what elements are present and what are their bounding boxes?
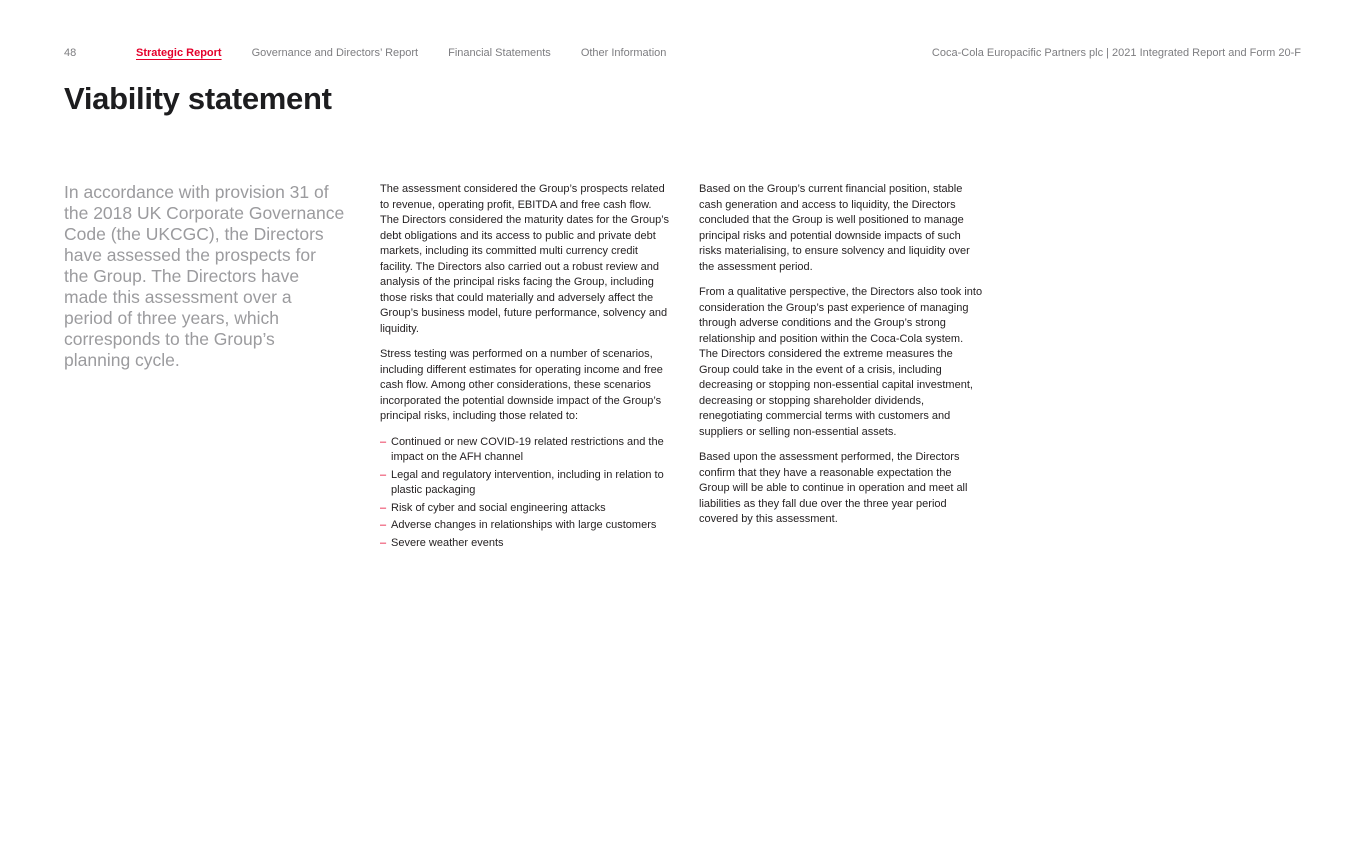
paragraph-confirmation: Based upon the assessment performed, the Directors confirm that they have a reasonable expectation the Group will be able to continue in operation and meet all liabilities as they fall due over the three year period covered by this assessment. bbox=[699, 451, 968, 525]
page-number: 48 bbox=[64, 47, 77, 59]
paragraph-stress-testing: Stress testing was performed on a number of scenarios, including different estimates for operating income and free cash flow. Among other considerations, these scenarios incorporated the potential downside impact of the Group’s principal risks, including those related to: bbox=[380, 348, 663, 422]
page-header bbox=[64, 46, 1301, 60]
intro-statement: In accordance with provision 31 of the 2018 UK Corporate Governance Code (the UKCGC), the Directors have assessed the prospects for the Group. The Directors have made this assessment over a period of three years, which corresponds to the Group’s planning cycle. bbox=[64, 182, 345, 370]
page-title: Viability statement bbox=[64, 81, 332, 116]
nav-governance-directors-report[interactable]: Governance and Directors’ Report bbox=[251, 47, 419, 59]
column-conclusion bbox=[699, 182, 984, 528]
content-columns bbox=[64, 182, 1301, 553]
risk-item-weather: – Severe weather events bbox=[380, 536, 670, 552]
risk-item-cyber: – Risk of cyber and social engineering attacks bbox=[380, 501, 670, 517]
nav-financial-statements[interactable]: Financial Statements bbox=[448, 47, 551, 59]
nav-strategic-report[interactable]: Strategic Report bbox=[136, 47, 222, 59]
principal-risk-list bbox=[380, 435, 670, 552]
column-assessment bbox=[380, 182, 670, 553]
paragraph-financial-position: Based on the Group’s current financial position, stable cash generation and access to liquidity, the Directors concluded that the Group is well positioned to manage principal risks and potential downside impacts of such risks materialising, to ensure solvency and liquidity over the assessment period. bbox=[699, 183, 970, 273]
risk-item-legal-regulatory: – Legal and regulatory intervention, including in relation to plastic packaging bbox=[380, 468, 670, 499]
nav-other-information[interactable]: Other Information bbox=[580, 47, 667, 59]
paragraph-qualitative: From a qualitative perspective, the Directors also took into consideration the Group’s past experience of managing through adverse conditions and the Group’s strong relationship and position within the Coca-Cola system. The Directors considered the extreme measures the Group could take in the event of a crisis, including decreasing or stopping non-essential capital investment, decreasing or stopping shareholder dividends, renegotiating commercial terms with customers and suppliers or selling non-essential assets. bbox=[699, 286, 983, 438]
paragraph-assessment: The assessment considered the Group’s prospects related to revenue, operating profit, EBITDA and free cash flow. The Directors considered the maturity dates for the Group’s debt obligations and its access to public and private debt markets, including its committed multi currency credit facility. The Directors also carried out a robust review and analysis of the principal risks facing the Group, including those risks that could materially and adversely affect the Group’s business model, future performance, solvency and liquidity. bbox=[380, 183, 669, 335]
report-title: Coca-Cola Europacific Partners plc | 2021 Integrated Report and Form 20-F bbox=[931, 47, 1301, 59]
section-nav bbox=[136, 46, 666, 60]
risk-item-covid: – Continued or new COVID-19 related restrictions and the impact on the AFH channel bbox=[380, 435, 670, 466]
risk-item-customers: – Adverse changes in relationships with large customers bbox=[380, 518, 670, 534]
